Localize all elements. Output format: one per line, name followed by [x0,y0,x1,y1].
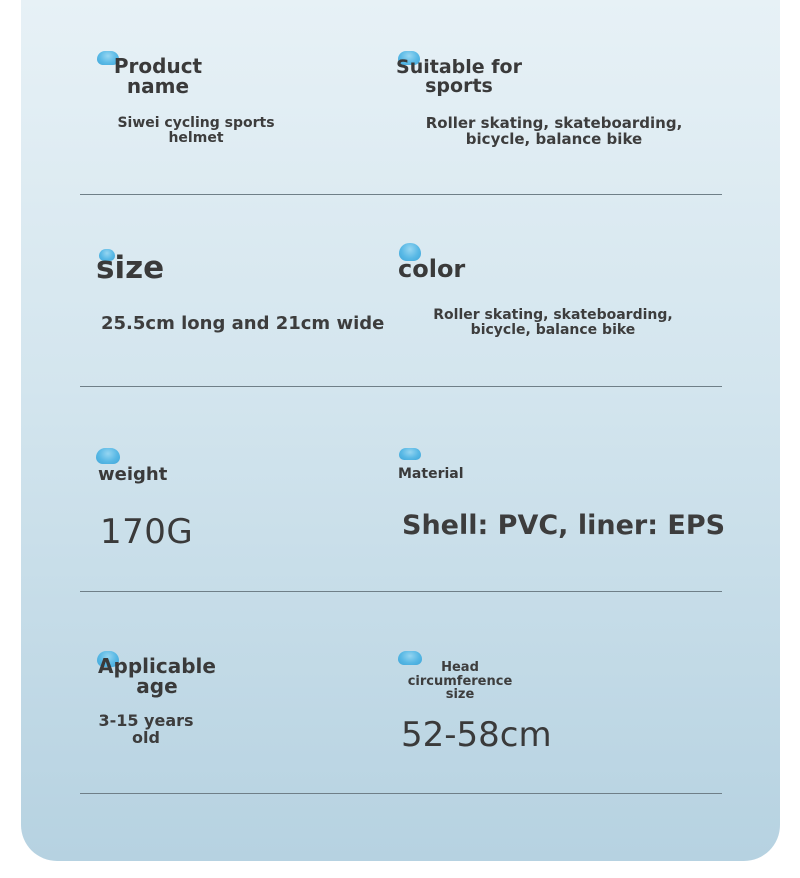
color-value: Roller skating, skateboarding, bicycle, balance bike [433,307,673,338]
age-value: 3-15 years old [98,711,194,747]
head-circumference-label: Head circumference size [407,660,513,703]
head-circumference-value: 52-58cm [401,715,552,755]
divider [80,386,722,387]
helmet-icon [96,448,120,464]
divider [80,591,722,592]
divider [80,793,722,794]
age-label: Applicable age [98,654,216,698]
suitable-sports-value: Roller skating, skateboarding, bicycle, balance bike [425,114,683,148]
suitable-sports-label: Suitable for sports [396,56,522,97]
material-value: Shell: PVC, liner: EPS [402,510,726,541]
divider [80,194,722,195]
size-label: size [96,250,165,286]
color-label: color [398,255,466,283]
product-name-value: Siwei cycling sports helmet [117,115,275,146]
weight-value: 170G [100,512,194,552]
size-value: 25.5cm long and 21cm wide [101,313,385,334]
product-name-label: Product name [113,54,203,98]
weight-label: weight [98,464,168,485]
material-label: Material [398,466,464,482]
helmet-icon [399,448,421,460]
